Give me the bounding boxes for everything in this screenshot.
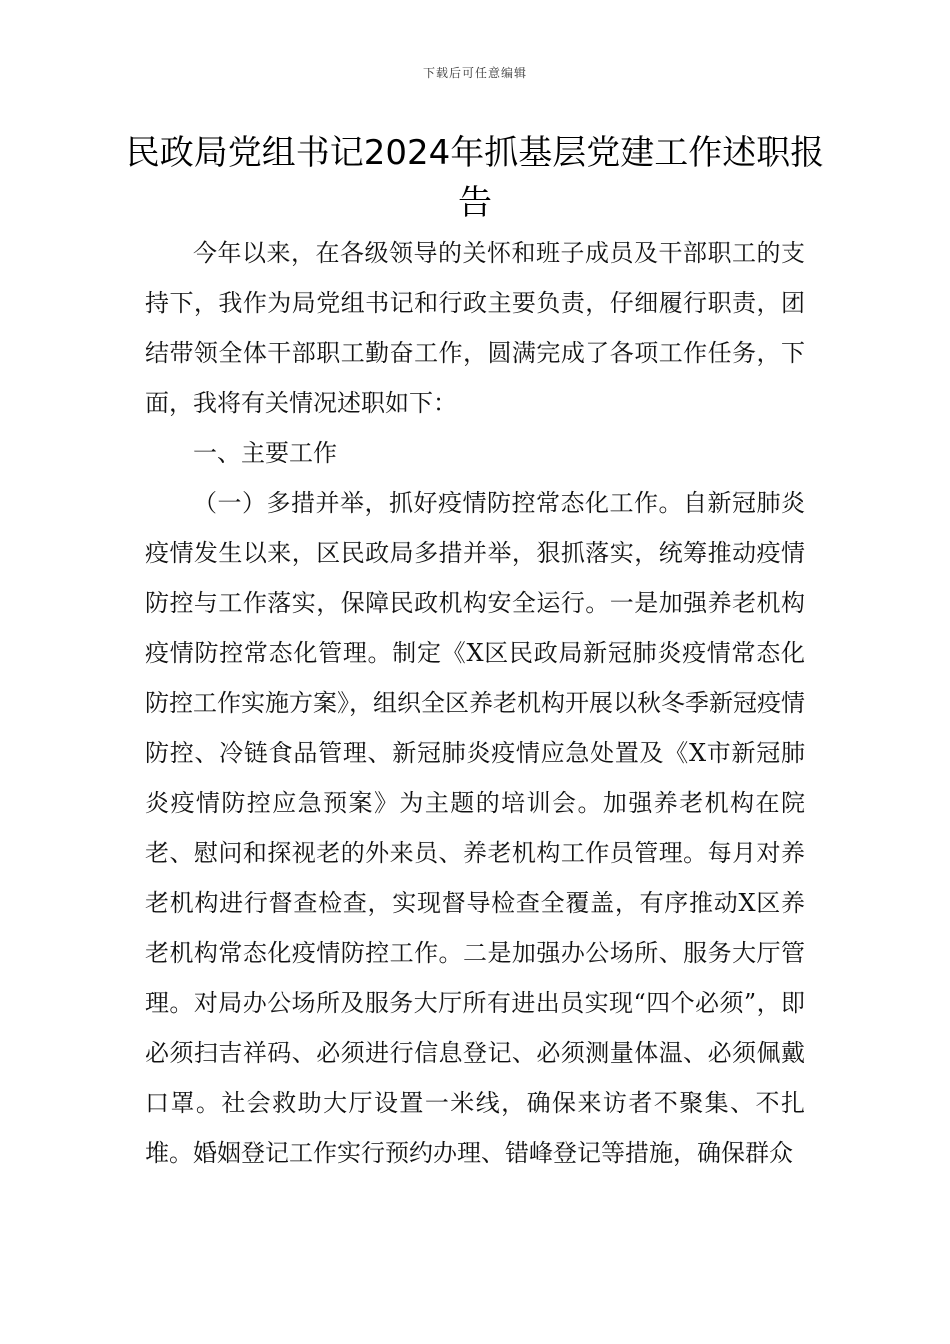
paragraph-intro: 今年以来，在各级领导的关怀和班子成员及干部职工的支持下，我作为局党组书记和行政主要负责，仔细履行职责，团结带领全体干部职工勤奋工作，圆满完成了各项工作任务，下面，我将有关情况述职如下：	[145, 239, 805, 417]
document-title: 民政局党组书记2024年抓基层党建工作述职报告	[125, 133, 825, 223]
document-body	[145, 228, 805, 1178]
paragraph-epidemic-control: （一）多措并举，抓好疫情防控常态化工作。自新冠肺炎疫情发生以来，区民政局多措并举，狠抓落实，统筹推动疫情防控与工作落实，保障民政机构安全运行。一是加强养老机构疫情防控常态化管理。制定《X区民政局新冠肺炎疫情常态化防控工作实施方案》，组织全区养老机构开展以秋冬季新冠疫情防控、冷链食品管理、新冠肺炎疫情应急处置及《X市新冠肺炎疫情防控应急预案》为主题的培训会。加强养老机构在院老、慰问和探视老的外来员、养老机构工作员管理。每月对养老机构进行督查检查，实现督导检查全覆盖，有序推动X区养老机构常态化疫情防控工作。二是加强办公场所、服务大厅管理。对局办公场所及服务大厅所有进出员实现“四个必须”，即必须扫吉祥码、必须进行信息登记、必须测量体温、必须佩戴口罩。社会救助大厅设置一米线，确保来访者不聚集、不扎堆。婚姻登记工作实行预约办理、错峰登记等措施，确保群众	[145, 489, 805, 1167]
section-heading-main-work: 一、主要工作	[193, 439, 337, 467]
header-note: 下载后可任意编辑	[422, 66, 527, 80]
